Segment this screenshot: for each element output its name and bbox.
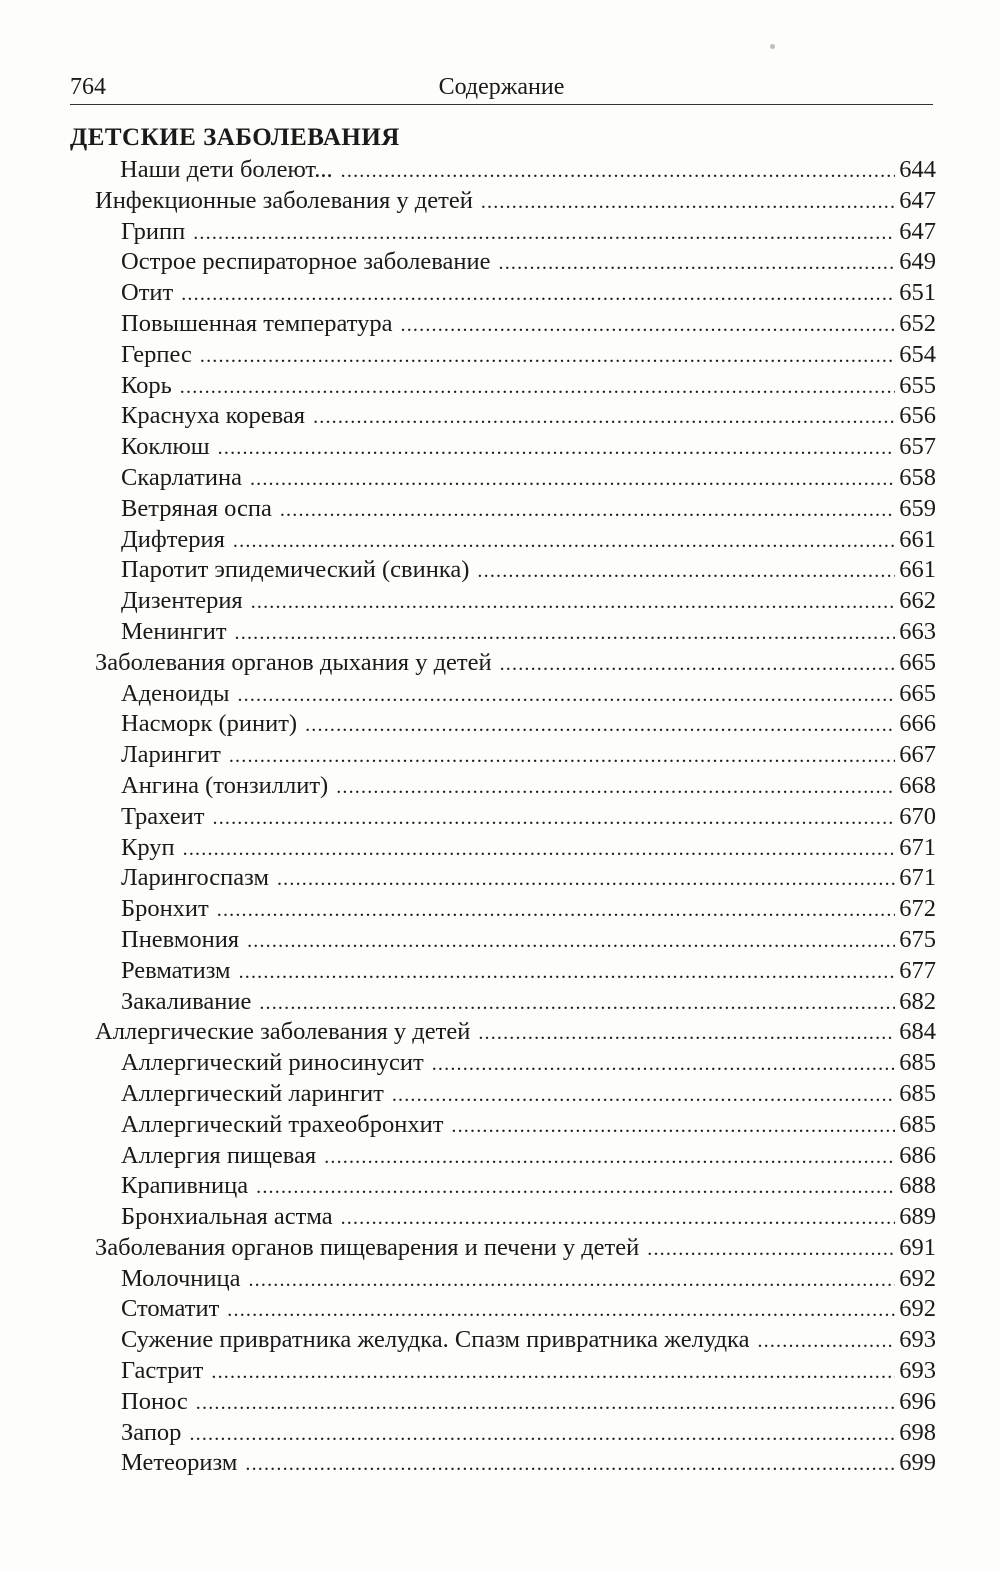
toc-entry-title: Коклюш — [121, 433, 210, 461]
dot-leader — [256, 1172, 895, 1203]
toc-entry[interactable] — [0, 340, 936, 371]
toc-entry[interactable] — [0, 833, 936, 864]
dot-leader — [401, 310, 896, 341]
toc-entry-page: 691 — [899, 1233, 936, 1261]
dot-leader — [250, 464, 895, 495]
dot-leader — [305, 710, 895, 741]
toc-entry[interactable] — [0, 1017, 936, 1048]
dot-leader — [229, 741, 895, 772]
dot-leader — [324, 1142, 895, 1173]
dot-leader — [500, 649, 896, 680]
toc-entry-page: 698 — [899, 1418, 936, 1446]
toc-entry-page: 686 — [899, 1141, 936, 1169]
toc-entry-page: 688 — [899, 1172, 936, 1200]
dot-leader — [341, 156, 896, 187]
toc-entry[interactable] — [0, 247, 936, 278]
dot-leader — [477, 556, 895, 587]
toc-entry-page: 649 — [899, 248, 936, 276]
dot-leader — [757, 1326, 895, 1357]
dot-leader — [341, 1203, 896, 1234]
toc-entry-title: Молочница — [121, 1264, 241, 1292]
toc-entry[interactable] — [0, 525, 936, 556]
paper-speck — [770, 44, 775, 49]
toc-entry-page: 647 — [899, 217, 936, 245]
toc-entry[interactable] — [0, 217, 936, 248]
dot-leader — [245, 1449, 895, 1480]
toc-entry-title: Заболевания органов пищеварения и печени у детей — [95, 1233, 640, 1261]
table-of-contents — [0, 155, 1000, 1479]
dot-leader — [392, 1080, 895, 1111]
toc-entry[interactable] — [0, 1448, 936, 1479]
dot-leader — [259, 988, 895, 1019]
toc-entry-title: Круп — [121, 833, 175, 861]
toc-entry[interactable] — [0, 1171, 936, 1202]
toc-entry-page: 675 — [899, 925, 936, 953]
toc-entry-page: 671 — [899, 864, 936, 892]
toc-entry-page: 666 — [899, 710, 936, 738]
toc-entry[interactable] — [0, 709, 936, 740]
toc-entry-title: Аденоиды — [121, 679, 230, 707]
toc-entry[interactable] — [0, 401, 936, 432]
toc-entry[interactable] — [0, 956, 936, 987]
toc-entry-page: 661 — [899, 525, 936, 553]
toc-entry-page: 656 — [899, 402, 936, 430]
section-title: ДЕТСКИЕ ЗАБОЛЕВАНИЯ — [70, 124, 400, 151]
toc-entry[interactable] — [0, 1079, 936, 1110]
toc-entry[interactable] — [0, 1294, 936, 1325]
toc-entry[interactable] — [0, 648, 936, 679]
toc-entry[interactable] — [0, 555, 936, 586]
toc-entry-page: 685 — [899, 1110, 936, 1138]
dot-leader — [647, 1234, 895, 1265]
toc-entry[interactable] — [0, 586, 936, 617]
toc-entry-title: Менингит — [121, 617, 227, 645]
dot-leader — [239, 957, 896, 988]
toc-entry[interactable] — [0, 1264, 936, 1295]
toc-entry-title: Наши дети болеют... — [120, 156, 333, 183]
running-title: Содержание — [438, 74, 565, 100]
toc-entry-title: Инфекционные заболевания у детей — [95, 186, 473, 214]
toc-entry-title: Насморк (ринит) — [121, 710, 298, 738]
toc-entry-title: Ревматизм — [121, 956, 231, 984]
dot-leader — [180, 372, 895, 403]
dot-leader — [211, 1357, 895, 1388]
toc-entry-page: 693 — [899, 1357, 936, 1385]
toc-entry-title: Герпес — [121, 340, 192, 368]
toc-entry[interactable] — [0, 740, 936, 771]
toc-entry[interactable] — [0, 1356, 936, 1387]
toc-entry-page: 661 — [899, 556, 936, 584]
toc-entry-title: Бронхит — [121, 895, 209, 923]
dot-leader — [183, 834, 896, 865]
toc-entry-page: 677 — [899, 956, 936, 984]
toc-entry-title: Аллергический риносинусит — [121, 1049, 424, 1077]
toc-entry-page: 651 — [899, 279, 936, 307]
toc-entry-title: Сужение привратника желудка. Спазм привратника желудка — [121, 1326, 750, 1354]
dot-leader — [313, 402, 895, 433]
toc-entry[interactable] — [0, 1202, 936, 1233]
toc-entry-page: 699 — [899, 1449, 936, 1477]
toc-entry-title: Гастрит — [121, 1357, 204, 1385]
toc-entry-page: 696 — [899, 1387, 936, 1415]
toc-entry-title: Дифтерия — [121, 525, 225, 553]
toc-entry-page: 667 — [899, 741, 936, 769]
toc-entry-title: Ларингит — [121, 741, 221, 769]
toc-entry-title: Бронхиальная астма — [121, 1203, 333, 1231]
toc-entry-title: Стоматит — [121, 1295, 220, 1323]
toc-entry[interactable] — [0, 494, 936, 525]
toc-entry-title: Аллергия пищевая — [121, 1141, 317, 1169]
toc-entry-page: 662 — [899, 587, 936, 615]
dot-leader — [189, 1419, 895, 1450]
toc-entry-title: Отит — [121, 279, 174, 307]
toc-entry-page: 659 — [899, 494, 936, 522]
toc-entry-title: Дизентерия — [121, 587, 243, 615]
dot-leader — [181, 279, 895, 310]
toc-entry-page: 655 — [899, 371, 936, 399]
toc-entry-page: 684 — [899, 1018, 936, 1046]
toc-entry-title: Метеоризм — [121, 1449, 238, 1477]
dot-leader — [218, 433, 896, 464]
toc-entry-title: Паротит эпидемический (свинка) — [121, 556, 470, 584]
toc-entry-title: Трахеит — [121, 802, 205, 830]
dot-leader — [451, 1111, 895, 1142]
toc-entry-page: 689 — [899, 1203, 936, 1231]
toc-entry-page: 657 — [899, 433, 936, 461]
toc-entry[interactable] — [0, 1325, 936, 1356]
toc-entry-title: Аллергический трахеобронхит — [121, 1110, 444, 1138]
dot-leader — [200, 341, 895, 372]
toc-entry[interactable] — [0, 463, 936, 494]
toc-entry-page: 692 — [899, 1295, 936, 1323]
toc-entry[interactable] — [0, 309, 936, 340]
toc-entry[interactable] — [0, 894, 936, 925]
dot-leader — [277, 864, 895, 895]
toc-entry-page: 665 — [899, 679, 936, 707]
toc-entry-page: 685 — [899, 1079, 936, 1107]
toc-entry-page: 685 — [899, 1049, 936, 1077]
toc-entry[interactable] — [0, 155, 936, 186]
dot-leader — [247, 926, 895, 957]
toc-entry[interactable] — [0, 278, 936, 309]
toc-entry[interactable] — [0, 771, 936, 802]
toc-entry[interactable] — [0, 987, 936, 1018]
toc-entry[interactable] — [0, 1048, 936, 1079]
toc-entry-title: Аллергические заболевания у детей — [95, 1018, 471, 1046]
toc-entry[interactable] — [0, 617, 936, 648]
toc-entry[interactable] — [0, 1418, 936, 1449]
toc-entry-page: 665 — [899, 648, 936, 676]
toc-entry-title: Ангина (тонзиллит) — [121, 771, 329, 799]
toc-entry-title: Острое респираторное заболевание — [121, 248, 491, 276]
toc-entry[interactable] — [0, 432, 936, 463]
toc-entry-title: Корь — [121, 371, 172, 399]
dot-leader — [237, 680, 895, 711]
dot-leader — [478, 1018, 895, 1049]
dot-leader — [217, 895, 896, 926]
dot-leader — [213, 803, 896, 834]
dot-leader — [251, 587, 896, 618]
toc-entry-page: 647 — [899, 186, 936, 214]
dot-leader — [336, 772, 895, 803]
toc-entry-title: Повышенная температура — [121, 309, 393, 337]
running-head — [70, 70, 933, 105]
dot-leader — [248, 1265, 895, 1296]
toc-entry[interactable] — [0, 679, 936, 710]
toc-entry[interactable] — [0, 186, 936, 217]
toc-entry-page: 682 — [899, 987, 936, 1015]
toc-entry-page: 693 — [899, 1326, 936, 1354]
toc-entry-page: 644 — [899, 156, 936, 183]
toc-entry-page: 668 — [899, 771, 936, 799]
toc-entry[interactable] — [0, 371, 936, 402]
toc-entry-page: 654 — [899, 340, 936, 368]
dot-leader — [196, 1388, 895, 1419]
toc-entry-title: Аллергический ларингит — [121, 1079, 384, 1107]
toc-entry-title: Ларингоспазм — [121, 864, 269, 892]
dot-leader — [227, 1295, 895, 1326]
toc-entry[interactable] — [0, 863, 936, 894]
dot-leader — [233, 526, 895, 557]
toc-entry[interactable] — [0, 925, 936, 956]
toc-entry-title: Грипп — [121, 217, 186, 245]
toc-entry-title: Запор — [121, 1418, 182, 1446]
toc-entry-page: 663 — [899, 617, 936, 645]
toc-entry-title: Заболевания органов дыхания у детей — [95, 648, 492, 676]
toc-entry-title: Пневмония — [121, 925, 240, 953]
toc-entry-page: 658 — [899, 463, 936, 491]
dot-leader — [432, 1049, 896, 1080]
dot-leader — [280, 495, 895, 526]
toc-entry[interactable] — [0, 1233, 936, 1264]
toc-entry-page: 671 — [899, 833, 936, 861]
dot-leader — [499, 248, 896, 279]
toc-entry[interactable] — [0, 1141, 936, 1172]
toc-entry[interactable] — [0, 1387, 936, 1418]
toc-entry-title: Закаливание — [121, 987, 252, 1015]
toc-entry-title: Ветряная оспа — [121, 494, 272, 522]
toc-entry-title: Краснуха коревая — [121, 402, 306, 430]
toc-entry-title: Понос — [121, 1387, 188, 1415]
toc-entry[interactable] — [0, 802, 936, 833]
toc-entry-page: 652 — [899, 309, 936, 337]
toc-entry[interactable] — [0, 1110, 936, 1141]
dot-leader — [193, 218, 895, 249]
dot-leader — [481, 187, 895, 218]
toc-entry-page: 670 — [899, 802, 936, 830]
toc-entry-page: 672 — [899, 895, 936, 923]
toc-entry-page: 692 — [899, 1264, 936, 1292]
dot-leader — [235, 618, 896, 649]
toc-entry-title: Крапивница — [121, 1172, 249, 1200]
page-number: 764 — [70, 74, 106, 100]
toc-entry-title: Скарлатина — [121, 463, 242, 491]
